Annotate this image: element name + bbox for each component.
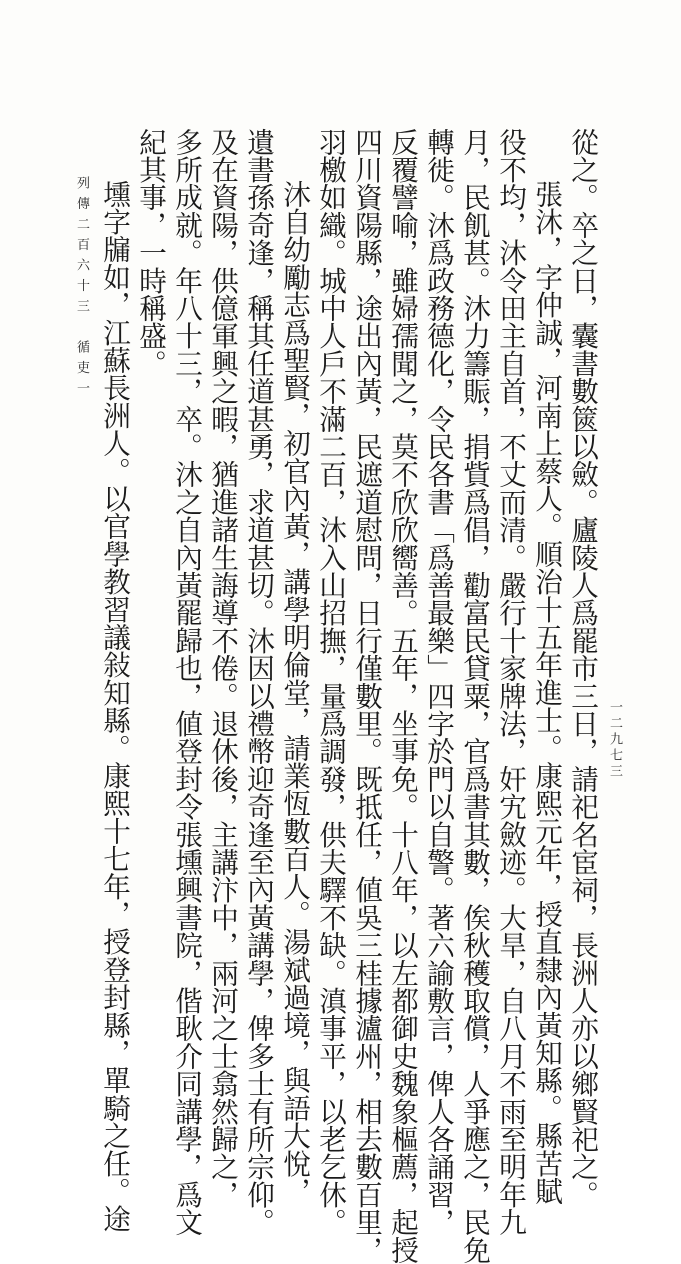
text-column: 役不均，沐令田主自首，不丈而清。嚴行十家牌法，奸宄斂迹。大旱，自八月不雨至明年九 [494,128,527,1236]
text-column: 張沐，字仲誠，河南上蔡人。順治十五年進士。康熙元年，授直隸內黃知縣。縣苦賦 [530,180,563,1205]
text-column: 月，民飢甚。沐力籌賑，捐貲爲倡，勸富民貸粟，官爲書其數，俟秋穫取償，人爭應之，民免 [458,128,491,1264]
text-column: 沐自幼勵志爲聖賢，初官內黃，講學明倫堂，請業恆數百人。湯斌過境，與語大悅， [278,180,311,1205]
text-column: 反覆譬喻，雖婦孺聞之，莫不欣欣嚮善。五年，坐事免。十八年，以左都御史魏象樞薦，起授 [386,128,419,1264]
page-number: 一二九七三 [607,700,622,780]
text-column: 轉徙。沐爲政務德化，令民各書「爲善最樂」四字於門以自警。著六諭敷言，俾人各誦習， [422,128,455,1236]
text-column: 壎字牖如，江蘇長洲人。以官學教習議敍知縣。康熙十七年，授登封縣，單騎之任。途 [98,180,131,1233]
text-column: 多所成就。年八十三，卒。沐之自內黃罷歸也，値登封令張壎興書院，偕耿介同講學，爲文 [170,128,203,1236]
text-column: 從之。卒之日，囊書數篋以斂。廬陵人爲罷市三日，請祀名宦祠，長洲人亦以鄉賢祀之。 [566,128,599,1209]
text-column: 四川資陽縣，途出內黃，民遮道慰問，日行僅數里。既抵任，値吳三桂據瀘州，相去數百里， [350,128,383,1264]
text-column: 羽檄如織。城中人戶不滿二百，沐入山招撫，量爲調發，供夫驛不缺。滇事平，以老乞休。 [314,128,347,1236]
text-column: 遺書孫奇逢，稱其任道甚勇，求道甚切。沐因以禮幣迎奇逢至內黃講學，俾多士有所宗仰。 [242,128,275,1236]
running-head: 列傳二百六十三 循吏一 [74,176,89,402]
text-column: 及在資陽，供億軍興之暇，猶進諸生誨導不倦。退休後，主講汴中，兩河之士翕然歸之， [206,128,239,1209]
text-column: 紀其事，一時稱盛。 [134,128,167,378]
